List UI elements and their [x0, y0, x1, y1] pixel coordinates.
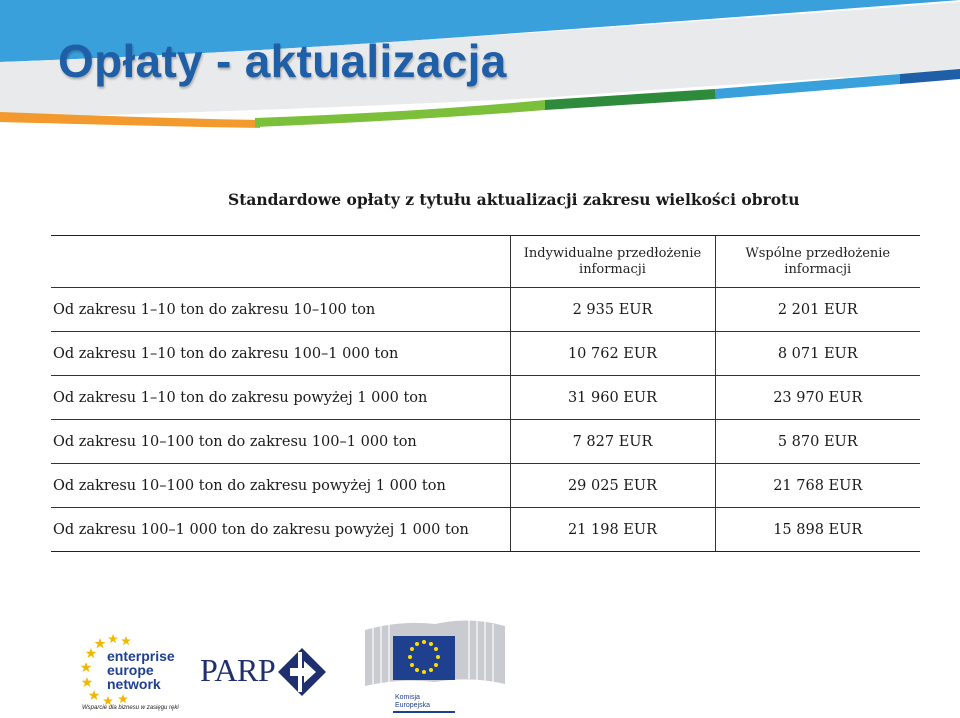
slide-title: Opłaty - aktualizacja — [58, 35, 507, 87]
commission-wordmark — [395, 694, 430, 710]
een-line1: enterprise — [107, 648, 175, 664]
row-individual-fee: 31 960 EUR — [510, 376, 715, 420]
row-joint-fee: 15 898 EUR — [715, 508, 920, 552]
row-joint-fee: 23 970 EUR — [715, 376, 920, 420]
header-individual — [510, 236, 715, 288]
header-individual-line2: informacji — [579, 261, 646, 277]
european-commission-logo — [365, 612, 505, 712]
table-row — [51, 508, 920, 552]
row-range: Od zakresu 100–1 000 ton do zakresu powyżej 1 000 ton — [51, 508, 510, 552]
row-joint-fee: 8 071 EUR — [715, 332, 920, 376]
row-individual-fee: 21 198 EUR — [510, 508, 715, 552]
een-line3: network — [107, 676, 161, 692]
row-joint-fee: 21 768 EUR — [715, 464, 920, 508]
row-range: Od zakresu 10–100 ton do zakresu powyżej 1 000 ton — [51, 464, 510, 508]
een-wordmark — [107, 649, 175, 691]
row-range: Od zakresu 1–10 ton do zakresu powyżej 1 000 ton — [51, 376, 510, 420]
row-individual-fee: 2 935 EUR — [510, 288, 715, 332]
table-row — [51, 464, 920, 508]
table-header-row — [51, 236, 920, 288]
row-individual-fee: 29 025 EUR — [510, 464, 715, 508]
table-row — [51, 288, 920, 332]
row-range: Od zakresu 1–10 ton do zakresu 10–100 ton — [51, 288, 510, 332]
table-caption: Standardowe opłaty z tytułu aktualizacji zakresu wielkości obrotu — [228, 190, 800, 209]
een-tagline: Wsparcie dla biznesu w zasięgu ręki — [82, 705, 179, 711]
table-row — [51, 376, 920, 420]
parp-arrows-icon — [278, 648, 326, 696]
commission-underline — [393, 711, 455, 713]
een-logo — [80, 632, 179, 718]
header-joint-line1: Wspólne przedłożenie — [745, 245, 891, 261]
een-line2: europe — [107, 662, 154, 678]
row-range: Od zakresu 10–100 ton do zakresu 100–1 000 ton — [51, 420, 510, 464]
fees-table — [51, 235, 920, 552]
row-joint-fee: 2 201 EUR — [715, 288, 920, 332]
row-individual-fee: 10 762 EUR — [510, 332, 715, 376]
row-range: Od zakresu 1–10 ton do zakresu 100–1 000 ton — [51, 332, 510, 376]
eu-flag-building-icon — [365, 612, 505, 692]
header-range — [51, 236, 510, 288]
row-joint-fee: 5 870 EUR — [715, 420, 920, 464]
row-individual-fee: 7 827 EUR — [510, 420, 715, 464]
header-joint — [715, 236, 920, 288]
header-joint-line2: informacji — [784, 261, 852, 277]
table-row — [51, 332, 920, 376]
commission-line1: Komisja — [395, 694, 420, 701]
table-row — [51, 420, 920, 464]
header-individual-line1: Indywidualne przedłożenie — [523, 245, 702, 261]
parp-logo — [200, 648, 330, 696]
parp-wordmark: PARP — [200, 652, 276, 688]
commission-line2: Europejska — [395, 702, 431, 709]
